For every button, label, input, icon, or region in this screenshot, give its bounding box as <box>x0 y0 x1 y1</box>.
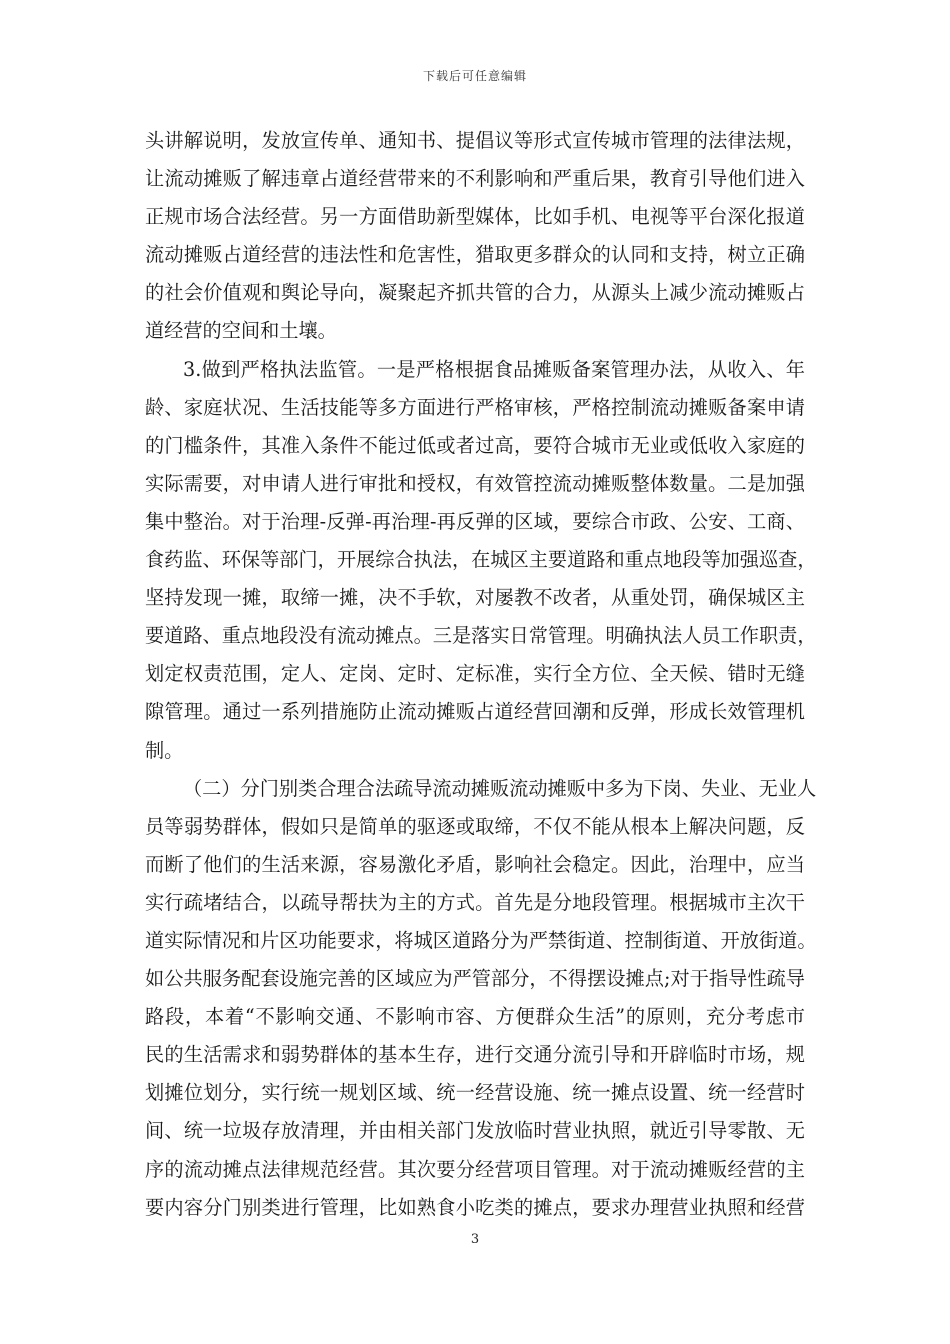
text-line: 如公共服务配套设施完善的区域应为严管部分，不得摆设摊点;对于指导性疏导 <box>145 967 805 991</box>
text-line: 3.做到严格执法监管。一是严格根据食品摊贩备案管理办法，从收入、年 <box>183 357 805 381</box>
text-line: 的门槛条件，其准入条件不能过低或者过高，要符合城市无业或低收入家庭的 <box>145 433 805 457</box>
text-line: 集中整治。对于治理-反弹-再治理-再反弹的区域，要综合市政、公安、工商、 <box>145 509 805 533</box>
text-line: 正规市场合法经营。另一方面借助新型媒体，比如手机、电视等平台深化报道 <box>145 205 805 229</box>
text-line: 头讲解说明，发放宣传单、通知书、提倡议等形式宣传城市管理的法律法规， <box>145 129 805 152</box>
text-line: 路段，本着“不影响交通、不影响市容、方便群众生活”的原则，充分考虑市 <box>145 1005 805 1029</box>
paragraph-1 <box>145 122 805 351</box>
text-line: 道经营的空间和土壤。 <box>145 319 337 343</box>
text-line: 员等弱势群体，假如只是简单的驱逐或取缔，不仅不能从根本上解决问题，反 <box>145 814 805 838</box>
text-line: 的社会价值观和舆论导向，凝聚起齐抓共管的合力，从源头上减少流动摊贩占 <box>145 281 805 305</box>
text-line: 要内容分门别类进行管理，比如熟食小吃类的摊点，要求办理营业执照和经营 <box>145 1195 805 1219</box>
text-line: 要道路、重点地段没有流动摊点。三是落实日常管理。明确执法人员工作职责， <box>145 624 817 648</box>
text-line: 龄、家庭状况、生活技能等多方面进行严格审核，严格控制流动摊贩备案申请 <box>145 395 805 419</box>
text-line: 实际需要，对申请人进行审批和授权，有效管控流动摊贩整体数量。二是加强 <box>145 471 805 495</box>
text-line: 让流动摊贩了解违章占道经营带来的不利影响和严重后果，教育引导他们进入 <box>145 167 805 191</box>
text-line: 间、统一垃圾存放清理，并由相关部门发放临时营业执照，就近引导零散、无 <box>145 1119 805 1143</box>
page-number: 3 <box>470 1232 480 1247</box>
text-line: 坚持发现一摊，取缔一摊，决不手软，对屡教不改者，从重处罚，确保城区主 <box>145 586 805 610</box>
text-line: 实行疏堵结合，以疏导帮扶为主的方式。首先是分地段管理。根据城市主次干 <box>145 890 805 914</box>
text-line: 而断了他们的生活来源，容易激化矛盾，影响社会稳定。因此，治理中，应当 <box>145 852 805 876</box>
text-line: 道实际情况和片区功能要求，将城区道路分为严禁街道、控制街道、开放街道。 <box>145 928 817 952</box>
text-line: 划摊位划分，实行统一规划区域、统一经营设施、统一摊点设置、统一经营时 <box>145 1081 805 1105</box>
text-line: 民的生活需求和弱势群体的基本生存，进行交通分流引导和开辟临时市场，规 <box>145 1043 805 1067</box>
page-header: 下载后可任意编辑 <box>422 69 527 83</box>
text-line: 制。 <box>145 738 184 762</box>
document-body <box>145 122 817 1227</box>
paragraph-2 <box>145 351 817 770</box>
text-line: 序的流动摊点法律规范经营。其次要分经营项目管理。对于流动摊贩经营的主 <box>145 1157 805 1181</box>
text-line: 隙管理。通过一系列措施防止流动摊贩占道经营回潮和反弹，形成长效管理机 <box>145 700 805 724</box>
text-line: （二）分门别类合理合法疏导流动摊贩流动摊贩中多为下岗、失业、无业人 <box>183 776 817 800</box>
text-line: 流动摊贩占道经营的违法性和危害性，猎取更多群众的认同和支持，树立正确 <box>145 243 805 267</box>
text-line: 食药监、环保等部门，开展综合执法，在城区主要道路和重点地段等加强巡查， <box>145 548 817 572</box>
paragraph-3 <box>145 770 817 1227</box>
text-line: 划定权责范围，定人、定岗、定时、定标准，实行全方位、全天候、错时无缝 <box>145 662 805 686</box>
